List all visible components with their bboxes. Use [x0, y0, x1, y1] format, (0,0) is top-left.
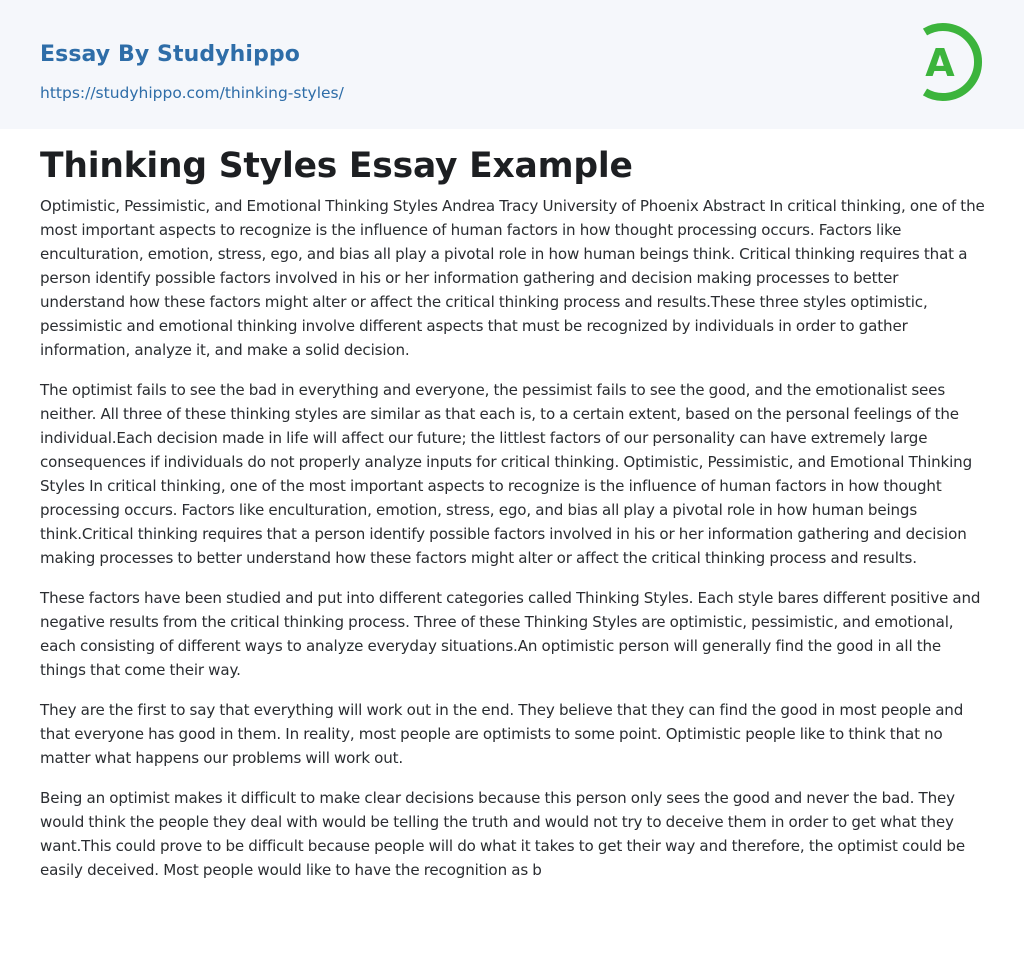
source-url-link[interactable]: https://studyhippo.com/thinking-styles/: [40, 84, 344, 102]
page-title: Thinking Styles Essay Example: [40, 146, 633, 186]
essay-paragraph: Being an optimist makes it difficult to make clear decisions because this person only sees the good and never the bad. They would think the people they deal with would be telling the truth and would not try to deceive them in order to get what they want.This could prove to be difficult because people will do what it takes to get their way and therefore, the optimist could be easily deceived. Most people would like to have the recognition as b: [40, 789, 965, 879]
logo-letter: A: [925, 41, 955, 85]
essay-paragraph: Optimistic, Pessimistic, and Emotional Thinking Styles Andrea Tracy University of Phoenix Abstract In critical thinking, one of the most important aspects to recognize is the influence of human factors in how thought processing occurs. Factors like enculturation, emotion, stress, ego, and bias all play a pivotal role in how human beings think. Critical thinking requires that a person identify possible factors involved in his or her information gathering and decision making processes to better understand how these factors might alter or affect the critical thinking process and results.These three styles optimistic, pessimistic and emotional thinking involve different aspects that must be recognized by individuals in order to gather information, analyze it, and make a solid decision.: [40, 197, 985, 359]
brand-title: Essay By Studyhippo: [40, 42, 300, 67]
essay-paragraph: The optimist fails to see the bad in everything and everyone, the pessimist fails to see the good, and the emotionalist sees neither. All three of these thinking styles are similar as that each is, to a certain extent, based on the personal feelings of the individual.Each decision made in life will affect our future; the littlest factors of our personality can have extremely large consequences if individuals do not properly analyze inputs for critical thinking. Optimistic, Pessimistic, and Emotional Thinking Styles In critical thinking, one of the most important aspects to recognize is the influence of human factors in how thought processing occurs. Factors like enculturation, emotion, stress, ego, and bias all play a pivotal role in how human beings think.Critical thinking requires that a person identify possible factors involved in his or her information gathering and decision making processes to better understand how these factors might alter or affect the critical thinking process and results.: [40, 381, 973, 567]
essay-paragraph: They are the first to say that everything will work out in the end. They believe that they can find the good in most people and that everyone has good in them. In reality, most people are optimists to some point. Optimistic people like to think that no matter what happens our problems will work out.: [40, 701, 964, 767]
studyhippo-logo-icon: [912, 18, 986, 106]
essay-paragraph: These factors have been studied and put into different categories called Thinking Styles. Each style bares different positive and negative results from the critical thinking process. Three of these Thinking Styles are optimistic, pessimistic, and emotional, each consisting of different ways to analyze everyday situations.An optimistic person will generally find the good in all the things that come their way.: [40, 589, 981, 679]
essay-body: [40, 194, 986, 898]
site-header: [0, 0, 1024, 129]
